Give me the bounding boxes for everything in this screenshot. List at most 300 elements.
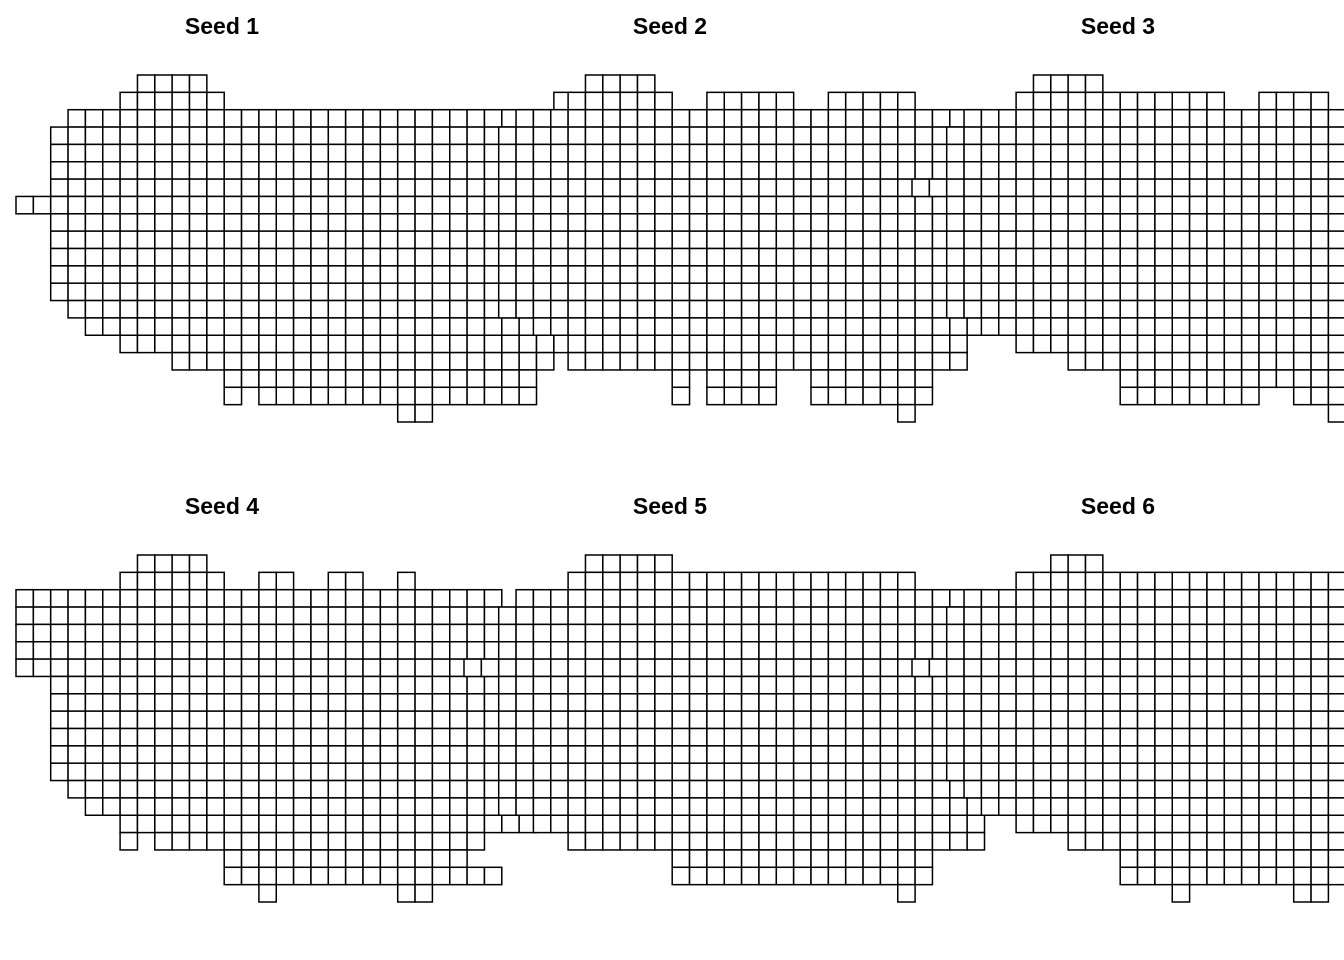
grid-cell bbox=[516, 283, 533, 300]
grid-cell bbox=[1068, 266, 1085, 283]
grid-cell bbox=[51, 144, 68, 161]
grid-cell bbox=[759, 144, 776, 161]
grid-cell bbox=[190, 335, 207, 352]
grid-cell bbox=[846, 266, 863, 283]
grid-cell bbox=[1276, 162, 1293, 179]
grid-cell bbox=[224, 711, 241, 728]
grid-cell bbox=[363, 763, 380, 780]
grid-cell bbox=[1276, 746, 1293, 763]
grid-cell bbox=[1242, 214, 1259, 231]
grid-cell bbox=[1016, 301, 1033, 318]
grid-cell bbox=[981, 729, 998, 746]
grid-cell bbox=[999, 144, 1016, 161]
grid-cell bbox=[1259, 781, 1276, 798]
grid-cell bbox=[603, 711, 620, 728]
grid-cell bbox=[863, 144, 880, 161]
grid-cell bbox=[759, 711, 776, 728]
grid-cell bbox=[533, 676, 550, 693]
grid-cell bbox=[707, 301, 724, 318]
grid-cell bbox=[1190, 781, 1207, 798]
grid-cell bbox=[432, 353, 449, 370]
grid-cell bbox=[585, 763, 602, 780]
grid-cell bbox=[103, 659, 120, 676]
grid-cell bbox=[1276, 353, 1293, 370]
grid-cell bbox=[1068, 75, 1085, 92]
grid-cell bbox=[1155, 370, 1172, 387]
grid-cell bbox=[811, 127, 828, 144]
grid-cell bbox=[1294, 607, 1311, 624]
grid-cell bbox=[259, 798, 276, 815]
grid-cell bbox=[380, 781, 397, 798]
grid-cell bbox=[363, 867, 380, 884]
grid-cell bbox=[964, 127, 981, 144]
grid-cell bbox=[484, 387, 501, 404]
grid-cell bbox=[1294, 711, 1311, 728]
grid-cell bbox=[346, 624, 363, 641]
grid-cell bbox=[551, 746, 568, 763]
grid-cell bbox=[311, 162, 328, 179]
grid-cell bbox=[932, 798, 949, 815]
grid-cell bbox=[759, 283, 776, 300]
grid-cell bbox=[1033, 162, 1050, 179]
grid-cell bbox=[620, 815, 637, 832]
grid-cell bbox=[190, 711, 207, 728]
grid-cell bbox=[811, 659, 828, 676]
grid-cell bbox=[999, 266, 1016, 283]
grid-cell bbox=[1311, 387, 1328, 404]
grid-cell bbox=[242, 214, 259, 231]
grid-cell bbox=[1155, 833, 1172, 850]
grid-cell bbox=[863, 624, 880, 641]
grid-cell bbox=[568, 729, 585, 746]
grid-cell bbox=[568, 266, 585, 283]
grid-cell bbox=[915, 694, 932, 711]
grid-cell bbox=[603, 283, 620, 300]
grid-cell bbox=[276, 179, 293, 196]
grid-cell bbox=[724, 763, 741, 780]
grid-cell bbox=[603, 607, 620, 624]
grid-cell bbox=[1294, 196, 1311, 213]
grid-cell bbox=[551, 798, 568, 815]
grid-cell bbox=[1051, 179, 1068, 196]
grid-cell bbox=[707, 711, 724, 728]
grid-cell bbox=[363, 318, 380, 335]
grid-cell bbox=[672, 231, 689, 248]
grid-cell bbox=[964, 746, 981, 763]
grid-cell bbox=[828, 572, 845, 589]
grid-cell bbox=[450, 798, 467, 815]
grid-cell bbox=[1120, 127, 1137, 144]
grid-cell bbox=[603, 763, 620, 780]
grid-cell bbox=[1051, 266, 1068, 283]
grid-cell bbox=[742, 353, 759, 370]
grid-cell bbox=[1224, 214, 1241, 231]
grid-cell bbox=[432, 815, 449, 832]
grid-cell bbox=[363, 815, 380, 832]
grid-cell bbox=[690, 335, 707, 352]
grid-cell bbox=[1016, 729, 1033, 746]
grid-cell bbox=[620, 301, 637, 318]
grid-cell bbox=[1033, 694, 1050, 711]
grid-cell bbox=[224, 214, 241, 231]
grid-cell bbox=[1155, 659, 1172, 676]
grid-cell bbox=[242, 815, 259, 832]
grid-cell bbox=[51, 231, 68, 248]
grid-cell bbox=[1051, 162, 1068, 179]
grid-cell bbox=[294, 729, 311, 746]
grid-cell bbox=[742, 196, 759, 213]
grid-cell bbox=[380, 231, 397, 248]
grid-cell bbox=[224, 301, 241, 318]
grid-cell bbox=[328, 607, 345, 624]
grid-cell bbox=[467, 676, 484, 693]
grid-cell bbox=[499, 694, 516, 711]
grid-cell bbox=[1086, 815, 1103, 832]
grid-cell bbox=[224, 590, 241, 607]
grid-cell bbox=[533, 607, 550, 624]
grid-cell bbox=[467, 266, 484, 283]
grid-cell bbox=[1120, 370, 1137, 387]
grid-cell bbox=[1276, 214, 1293, 231]
grid-cell bbox=[638, 694, 655, 711]
grid-cell bbox=[190, 763, 207, 780]
grid-cell bbox=[276, 249, 293, 266]
grid-cell bbox=[1259, 659, 1276, 676]
grid-cell bbox=[1103, 676, 1120, 693]
grid-cell bbox=[947, 127, 964, 144]
grid-cell bbox=[794, 676, 811, 693]
grid-cell bbox=[585, 642, 602, 659]
grid-cell bbox=[964, 179, 981, 196]
grid-cell bbox=[120, 266, 137, 283]
grid-cell bbox=[1190, 370, 1207, 387]
grid-cell bbox=[964, 196, 981, 213]
grid-cell bbox=[603, 746, 620, 763]
grid-cell bbox=[1311, 798, 1328, 815]
grid-cell bbox=[638, 763, 655, 780]
grid-cell bbox=[620, 624, 637, 641]
grid-cell bbox=[533, 110, 550, 127]
grid-cell bbox=[1033, 746, 1050, 763]
grid-cell bbox=[880, 110, 897, 127]
grid-cell bbox=[398, 127, 415, 144]
grid-cell bbox=[672, 590, 689, 607]
grid-cell bbox=[880, 833, 897, 850]
grid-cell bbox=[1016, 798, 1033, 815]
grid-cell bbox=[1190, 266, 1207, 283]
grid-cell bbox=[707, 867, 724, 884]
grid-cell bbox=[294, 798, 311, 815]
grid-cell bbox=[294, 694, 311, 711]
grid-cell bbox=[363, 162, 380, 179]
grid-cell bbox=[137, 231, 154, 248]
grid-cell bbox=[137, 781, 154, 798]
grid-cell bbox=[311, 659, 328, 676]
grid-cell bbox=[759, 798, 776, 815]
grid-cell bbox=[794, 815, 811, 832]
grid-cell bbox=[120, 179, 137, 196]
grid-cell bbox=[776, 231, 793, 248]
grid-cell bbox=[1259, 815, 1276, 832]
grid-cell bbox=[794, 353, 811, 370]
grid-cell bbox=[294, 214, 311, 231]
grid-cell bbox=[1138, 370, 1155, 387]
grid-cell bbox=[1259, 642, 1276, 659]
grid-cell bbox=[690, 301, 707, 318]
grid-cell bbox=[1259, 746, 1276, 763]
grid-cell bbox=[363, 196, 380, 213]
grid-cell bbox=[672, 266, 689, 283]
grid-cell bbox=[1033, 231, 1050, 248]
grid-cell bbox=[1103, 624, 1120, 641]
grid-cell bbox=[672, 676, 689, 693]
grid-cell bbox=[1190, 92, 1207, 109]
grid-cell bbox=[898, 729, 915, 746]
grid-cell bbox=[846, 92, 863, 109]
grid-cell bbox=[1311, 266, 1328, 283]
grid-cell bbox=[276, 729, 293, 746]
grid-cell bbox=[742, 781, 759, 798]
grid-cell bbox=[1276, 110, 1293, 127]
grid-cell bbox=[259, 833, 276, 850]
grid-cell bbox=[638, 729, 655, 746]
grid-cell bbox=[846, 387, 863, 404]
grid-cell bbox=[432, 162, 449, 179]
grid-cell bbox=[828, 127, 845, 144]
grid-cell bbox=[207, 110, 224, 127]
grid-cell bbox=[242, 642, 259, 659]
grid-cell bbox=[450, 815, 467, 832]
grid-cell bbox=[1311, 885, 1328, 902]
grid-cell bbox=[276, 127, 293, 144]
grid-cell bbox=[276, 624, 293, 641]
grid-cell bbox=[1207, 335, 1224, 352]
grid-cell bbox=[898, 196, 915, 213]
grid-cell bbox=[120, 607, 137, 624]
grid-cell bbox=[137, 590, 154, 607]
grid-cell bbox=[776, 711, 793, 728]
grid-cell bbox=[620, 711, 637, 728]
grid-cell bbox=[1207, 196, 1224, 213]
grid-cell bbox=[1259, 110, 1276, 127]
grid-cell bbox=[137, 555, 154, 572]
grid-cell bbox=[1120, 624, 1137, 641]
grid-cell bbox=[912, 659, 929, 676]
grid-cell bbox=[1086, 607, 1103, 624]
grid-cell bbox=[120, 196, 137, 213]
grid-cell bbox=[742, 607, 759, 624]
grid-cell bbox=[276, 642, 293, 659]
grid-cell bbox=[638, 642, 655, 659]
grid-cell bbox=[1172, 144, 1189, 161]
grid-cell bbox=[846, 867, 863, 884]
grid-cell bbox=[1138, 624, 1155, 641]
grid-cell bbox=[1068, 763, 1085, 780]
grid-cell bbox=[137, 162, 154, 179]
grid-cell bbox=[1051, 815, 1068, 832]
grid-cell bbox=[120, 833, 137, 850]
grid-cell bbox=[172, 711, 189, 728]
grid-cell bbox=[964, 642, 981, 659]
grid-cell bbox=[450, 694, 467, 711]
grid-cell bbox=[846, 179, 863, 196]
grid-cell bbox=[707, 353, 724, 370]
grid-cell bbox=[499, 642, 516, 659]
grid-cell bbox=[880, 624, 897, 641]
grid-cell bbox=[16, 607, 33, 624]
grid-cell bbox=[794, 746, 811, 763]
grid-cell bbox=[1155, 798, 1172, 815]
grid-cell bbox=[1016, 746, 1033, 763]
grid-cell bbox=[467, 763, 484, 780]
grid-cell bbox=[568, 676, 585, 693]
grid-cell bbox=[707, 214, 724, 231]
grid-cell bbox=[898, 249, 915, 266]
grid-cell bbox=[1276, 833, 1293, 850]
grid-cell bbox=[346, 353, 363, 370]
grid-cell bbox=[311, 676, 328, 693]
grid-cell bbox=[1086, 162, 1103, 179]
grid-cell bbox=[707, 127, 724, 144]
grid-cell bbox=[1328, 676, 1344, 693]
grid-cell bbox=[137, 249, 154, 266]
grid-cell bbox=[502, 318, 519, 335]
grid-cell bbox=[672, 283, 689, 300]
grid-cell bbox=[724, 711, 741, 728]
grid-cell bbox=[467, 301, 484, 318]
grid-cell bbox=[68, 763, 85, 780]
grid-cell bbox=[85, 196, 102, 213]
grid-cell bbox=[51, 196, 68, 213]
grid-cell bbox=[155, 144, 172, 161]
grid-cell bbox=[690, 694, 707, 711]
grid-cell bbox=[655, 676, 672, 693]
grid-cell bbox=[311, 353, 328, 370]
grid-cell bbox=[415, 231, 432, 248]
grid-cell bbox=[1016, 676, 1033, 693]
grid-cell bbox=[759, 387, 776, 404]
grid-cell bbox=[707, 92, 724, 109]
grid-cell bbox=[950, 815, 967, 832]
grid-cell bbox=[672, 798, 689, 815]
grid-cell bbox=[415, 249, 432, 266]
grid-cell bbox=[415, 162, 432, 179]
grid-cell bbox=[672, 196, 689, 213]
grid-cell bbox=[585, 162, 602, 179]
grid-cell bbox=[1328, 196, 1344, 213]
grid-cell bbox=[1190, 144, 1207, 161]
grid-cell bbox=[363, 266, 380, 283]
grid-cell bbox=[328, 179, 345, 196]
grid-cell bbox=[1051, 659, 1068, 676]
grid-cell bbox=[519, 370, 536, 387]
grid-cell bbox=[776, 127, 793, 144]
grid-cell bbox=[311, 318, 328, 335]
grid-cell bbox=[155, 555, 172, 572]
grid-cell bbox=[415, 590, 432, 607]
grid-cell bbox=[432, 867, 449, 884]
grid-cell bbox=[811, 798, 828, 815]
grid-cell bbox=[1172, 387, 1189, 404]
grid-cell bbox=[863, 763, 880, 780]
grid-cell bbox=[1190, 387, 1207, 404]
grid-cell bbox=[1276, 179, 1293, 196]
grid-cell bbox=[276, 387, 293, 404]
grid-cell bbox=[1311, 781, 1328, 798]
grid-cell bbox=[863, 127, 880, 144]
grid-cell bbox=[499, 781, 516, 798]
grid-cell bbox=[137, 335, 154, 352]
grid-cell bbox=[1276, 590, 1293, 607]
grid-cell bbox=[707, 676, 724, 693]
grid-cell bbox=[415, 405, 432, 422]
grid-cell bbox=[551, 144, 568, 161]
grid-cell bbox=[724, 746, 741, 763]
grid-cell bbox=[585, 572, 602, 589]
grid-cell bbox=[1016, 607, 1033, 624]
grid-cell bbox=[638, 353, 655, 370]
grid-cell bbox=[964, 249, 981, 266]
grid-cell bbox=[363, 798, 380, 815]
grid-cell bbox=[1190, 659, 1207, 676]
grid-cell bbox=[724, 353, 741, 370]
grid-cell bbox=[294, 867, 311, 884]
grid-cell bbox=[915, 370, 932, 387]
grid-cell bbox=[276, 231, 293, 248]
grid-cell bbox=[398, 763, 415, 780]
grid-cell bbox=[863, 798, 880, 815]
grid-cell bbox=[484, 867, 501, 884]
grid-cell bbox=[603, 127, 620, 144]
grid-cell bbox=[811, 353, 828, 370]
grid-cell bbox=[898, 110, 915, 127]
grid-cell bbox=[533, 694, 550, 711]
grid-cell bbox=[311, 110, 328, 127]
grid-cell bbox=[981, 676, 998, 693]
grid-cell bbox=[915, 318, 932, 335]
grid-cell bbox=[380, 110, 397, 127]
grid-cell bbox=[1086, 676, 1103, 693]
grid-cell bbox=[432, 214, 449, 231]
grid-cell bbox=[603, 694, 620, 711]
grid-cell bbox=[415, 659, 432, 676]
grid-cell bbox=[155, 92, 172, 109]
grid-cell bbox=[1051, 214, 1068, 231]
grid-cell bbox=[1120, 746, 1137, 763]
grid-cell bbox=[672, 335, 689, 352]
grid-cell bbox=[346, 867, 363, 884]
grid-cell bbox=[863, 676, 880, 693]
grid-cell bbox=[276, 607, 293, 624]
grid-cell bbox=[724, 572, 741, 589]
grid-cell bbox=[1138, 335, 1155, 352]
grid-cell bbox=[620, 283, 637, 300]
grid-cell bbox=[551, 815, 568, 832]
grid-cell bbox=[672, 746, 689, 763]
grid-cell bbox=[1120, 642, 1137, 659]
grid-cell bbox=[1033, 127, 1050, 144]
grid-cell bbox=[1224, 815, 1241, 832]
grid-cell bbox=[398, 162, 415, 179]
grid-cell bbox=[742, 763, 759, 780]
grid-cell bbox=[811, 746, 828, 763]
grid-cell bbox=[450, 318, 467, 335]
grid-cell bbox=[68, 283, 85, 300]
grid-cell bbox=[190, 833, 207, 850]
grid-cell bbox=[1190, 283, 1207, 300]
grid-cell bbox=[224, 196, 241, 213]
grid-cell bbox=[828, 815, 845, 832]
